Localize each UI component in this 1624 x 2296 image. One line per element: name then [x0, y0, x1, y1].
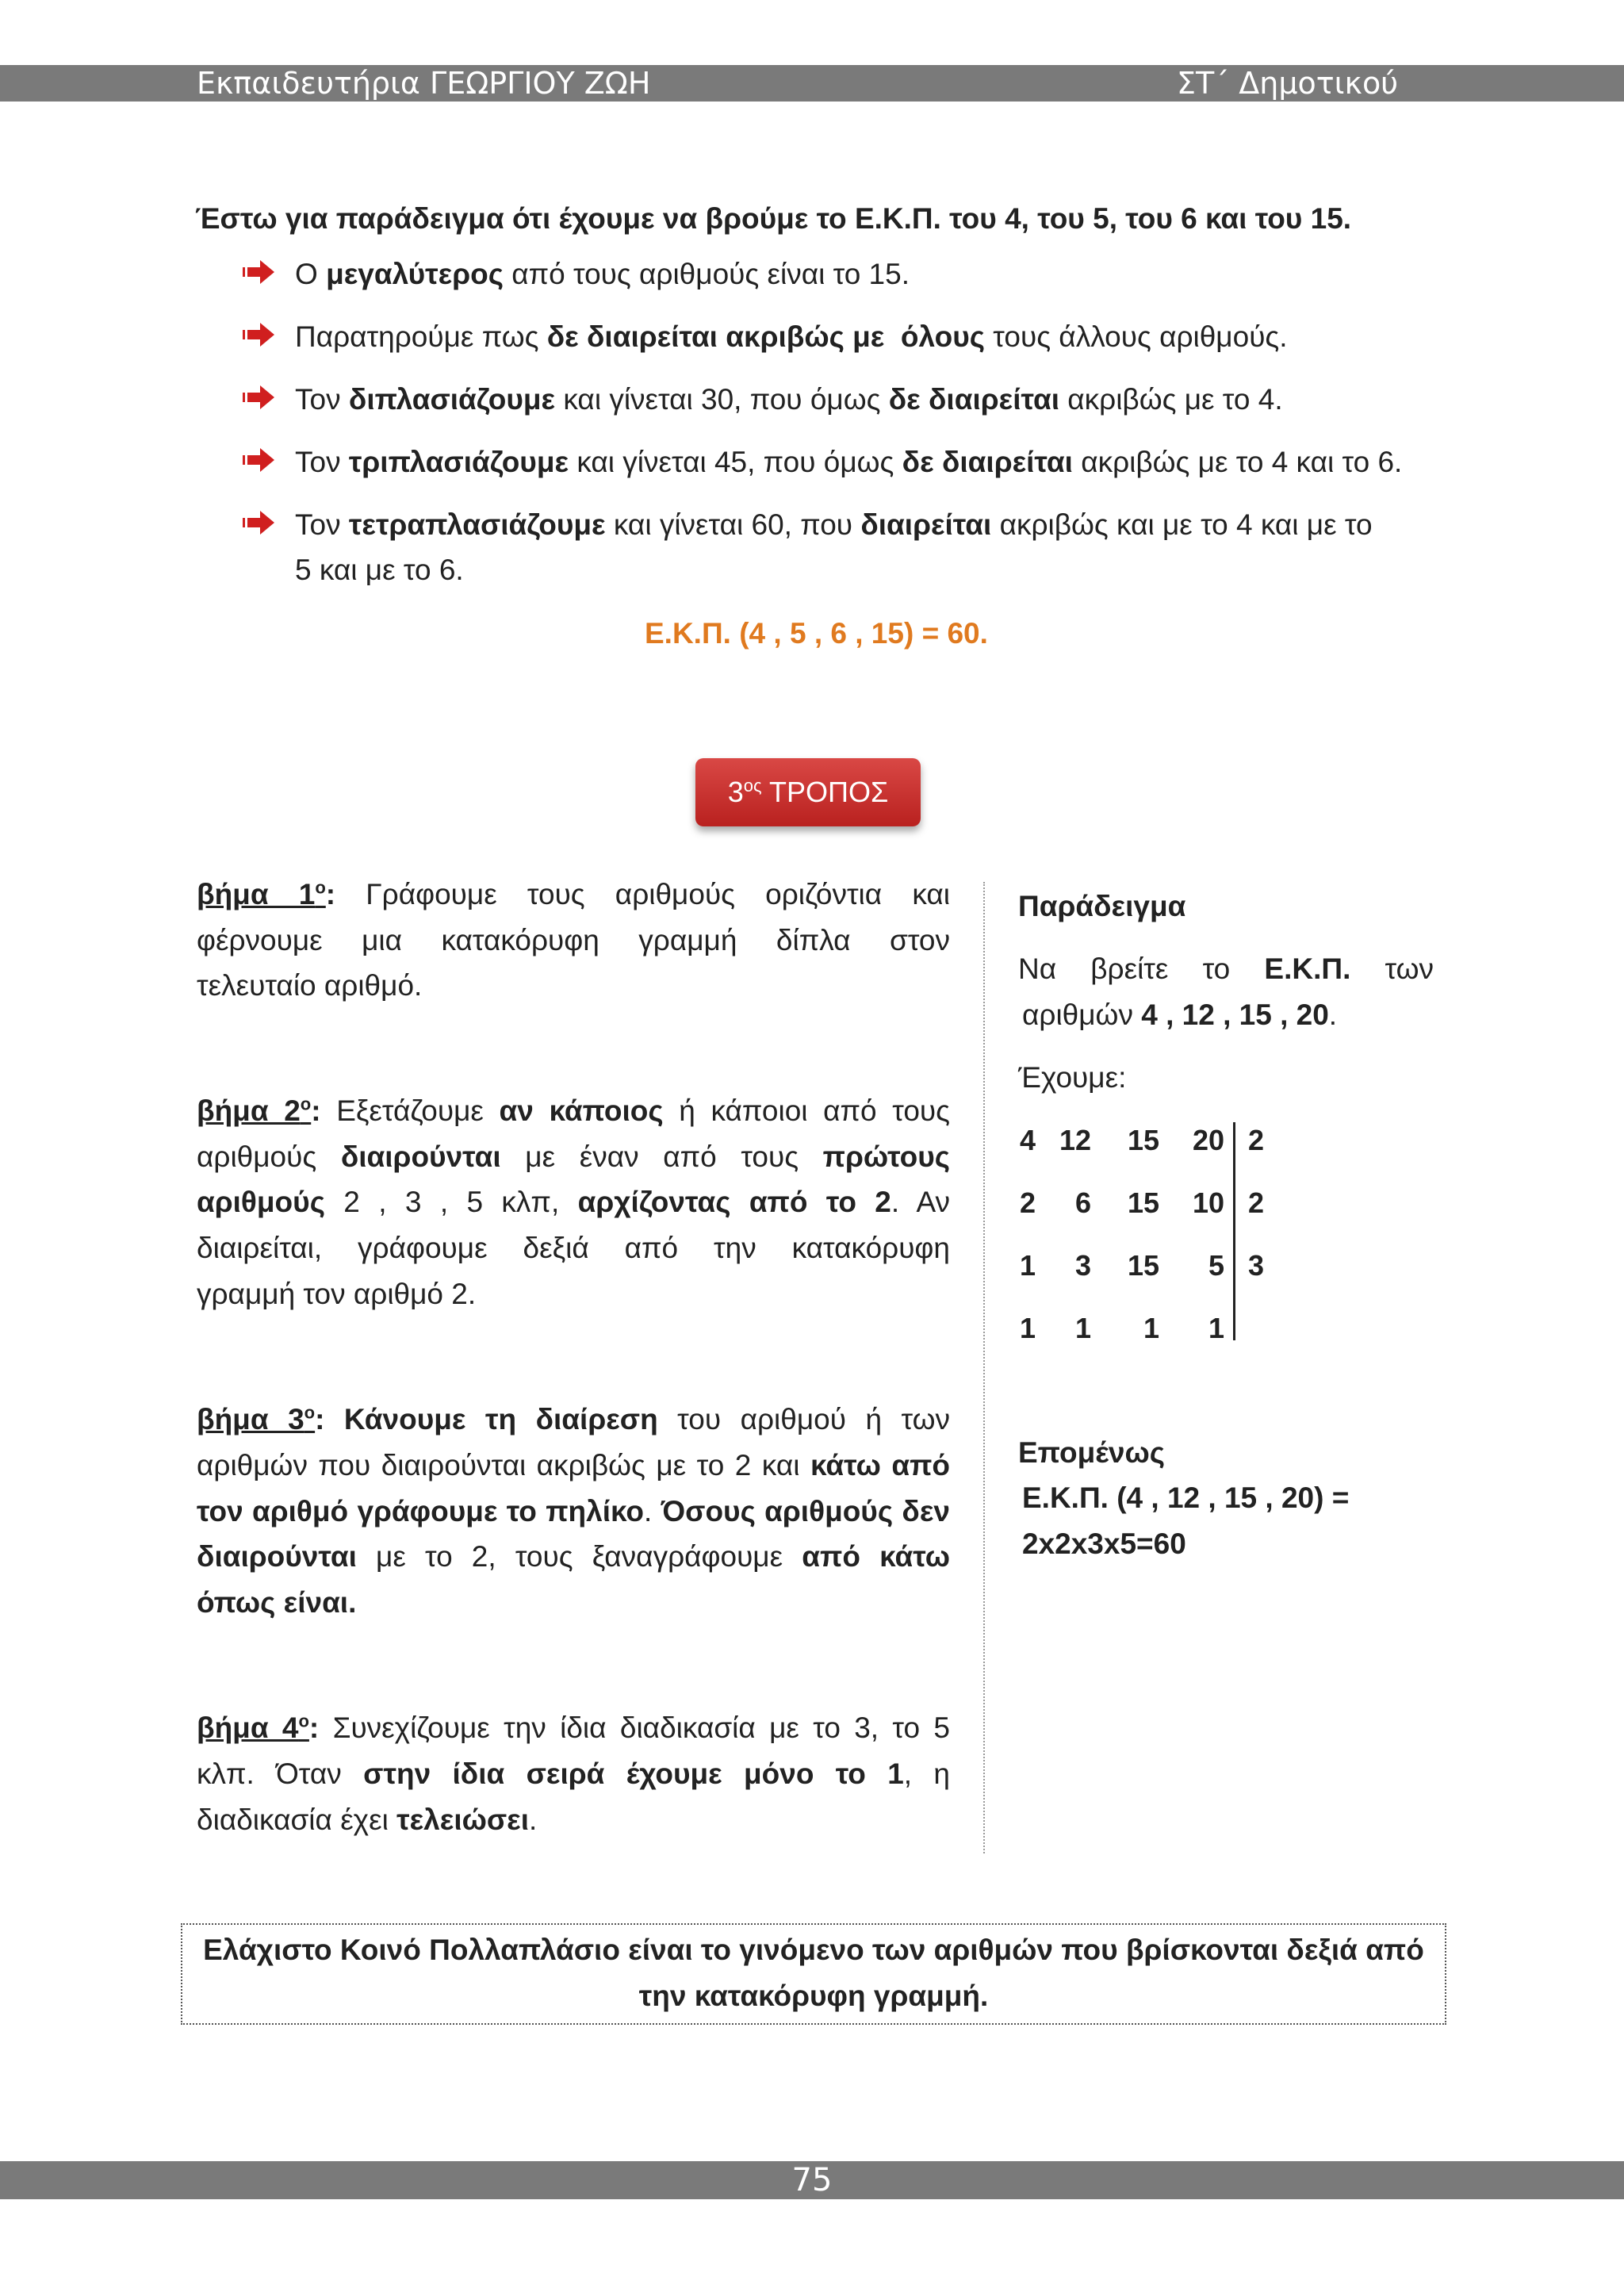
method-3-button[interactable]: $3^{o\varsigma}$ ΤΡΟΠΟΣ	[695, 758, 921, 826]
step-2-line: διαιρείται, γράφουμε δεξιά από την κατακόρυφη	[197, 1232, 950, 1264]
bullet-item: Ο μεγαλύτερος από τους αριθμούς είναι το 15.	[295, 258, 910, 290]
division-vertical-line	[1233, 1122, 1235, 1340]
arrow-bullet-icon	[243, 447, 276, 473]
header-class-name: ΣΤ΄ Δημοτικού	[1177, 66, 1399, 101]
table-cell: 1	[1019, 1249, 1036, 1282]
bullet-item: Τον διπλασιάζουμε και γίνεται 30, που όμως δε διαιρείται ακριβώς με το 4.	[295, 383, 1283, 416]
example-answer-line1: Ε.Κ.Π. (4 , 12 , 15 , 20) =	[1022, 1481, 1350, 1514]
step-2-line: βήμα $2^o$: Εξετάζουμε αν κάποιος ή κάποιοι από τους	[197, 1094, 950, 1127]
table-cell: 1	[1143, 1312, 1159, 1344]
step-2-line: γραμμή τον αριθμό 2.	[197, 1278, 477, 1310]
step-3-line: τον αριθμό γράφουμε το πηλίκο. Όσους αριθμούς δεν	[197, 1495, 950, 1527]
step-1-label: βήμα $1^o$	[197, 877, 326, 910]
header-bar	[0, 65, 1624, 102]
step-2-line: αριθμούς 2 , 3 , 5 κλπ, αρχίζοντας από το 2. Αν	[197, 1186, 951, 1218]
step-1-line: τελευταίο αριθμό.	[197, 969, 423, 1002]
intro-paragraph: Έστω για παράδειγμα ότι έχουμε να βρούμε το Ε.Κ.Π. του 4, του 5, του 6 και του 15.	[195, 202, 1352, 235]
table-cell: 10	[1192, 1186, 1224, 1219]
bullet-item-continuation: 5 και με το 6.	[295, 554, 464, 586]
table-cell: 15	[1127, 1249, 1159, 1282]
example-question-line2: αριθμών 4 , 12 , 15 , 20.	[1022, 999, 1338, 1031]
conclusion-line: Ελάχιστο Κοινό Πολλαπλάσιο είναι το γινόμενο των αριθμών που βρίσκονται δεξιά από	[203, 1934, 1424, 1966]
table-cell: 20	[1192, 1124, 1224, 1156]
table-divisor: 3	[1247, 1249, 1265, 1282]
table-cell: 4	[1019, 1124, 1036, 1156]
arrow-bullet-icon	[243, 259, 276, 286]
bullet-item: Παρατηρούμε πως δε διαιρείται ακριβώς με όλους τους άλλους αριθμούς.	[295, 320, 1288, 353]
step-1-line: βήμα $1^o$: Γράφουμε τους αριθμούς οριζόντια και	[197, 877, 951, 910]
table-cell: 5	[1208, 1249, 1224, 1282]
example-title: Παράδειγμα	[1018, 890, 1186, 922]
arrow-bullet-icon	[243, 384, 276, 411]
step-4-line: βήμα $4^o$: Συνεχίζουμε την ίδια διαδικασία με το 3, το 5	[197, 1711, 950, 1744]
conclusion-box	[181, 1923, 1446, 2025]
table-cell: 1	[1019, 1312, 1036, 1344]
step-4-line: διαδικασία έχει τελειώσει.	[197, 1803, 538, 1836]
header-school-name: Εκπαιδευτήρια ΓΕΩΡΓΙΟΥ ΖΩΗ	[197, 66, 651, 101]
footer-bar	[0, 2161, 1624, 2199]
example-therefore: Επομένως	[1018, 1436, 1165, 1469]
step-2-line: αριθμούς διαιρούνται με έναν από τους πρώτους	[197, 1140, 950, 1173]
step-3-line: όπως είναι.	[197, 1586, 357, 1619]
arrow-bullet-icon	[243, 321, 276, 348]
page-number: 75	[791, 2162, 833, 2198]
bullet-item: Τον τετραπλασιάζουμε και γίνεται 60, που διαιρείται ακριβώς και με το 4 και με το	[295, 508, 1373, 541]
bullet-item: Τον τριπλασιάζουμε και γίνεται 45, που όμως δε διαιρείται ακριβώς με το 4 και το 6.	[295, 446, 1403, 478]
table-divisor: 2	[1247, 1124, 1265, 1156]
table-cell: 15	[1127, 1124, 1159, 1156]
table-cell: 1	[1208, 1312, 1224, 1344]
table-cell: 12	[1059, 1124, 1091, 1156]
table-cell: 3	[1074, 1249, 1091, 1282]
table-cell: 1	[1074, 1312, 1091, 1344]
arrow-bullet-icon	[243, 509, 276, 536]
step-3-line: αριθμών που διαιρούνται ακριβώς με το 2 και κάτω από	[197, 1449, 950, 1481]
step-3-line: βήμα $3^o$: Κάνουμε τη διαίρεση του αριθμού ή των	[197, 1402, 951, 1435]
example-answer-line2: 2x2x3x5=60	[1022, 1527, 1186, 1560]
step-3-line: διαιρούνται με το 2, τους ξαναγράφουμε από κάτω	[197, 1540, 950, 1573]
table-cell: 2	[1019, 1186, 1036, 1219]
column-divider	[983, 882, 985, 1853]
result-lcm: Ε.Κ.Π. (4 , 5 , 6 , 15) = 60.	[645, 617, 988, 650]
step-4-line: κλπ. Όταν στην ίδια σειρά έχουμε μόνο το 1, η	[197, 1757, 950, 1790]
step-1-line: φέρνουμε μια κατακόρυφη γραμμή δίπλα στον	[197, 924, 950, 956]
table-cell: 6	[1074, 1186, 1091, 1219]
example-question: Να βρείτε το Ε.Κ.Π. των	[1018, 953, 1434, 985]
table-cell: 15	[1127, 1186, 1159, 1219]
conclusion-line: την κατακόρυφη γραμμή.	[638, 1980, 989, 2012]
example-have: Έχουμε:	[1018, 1061, 1127, 1094]
table-divisor: 2	[1247, 1186, 1265, 1219]
